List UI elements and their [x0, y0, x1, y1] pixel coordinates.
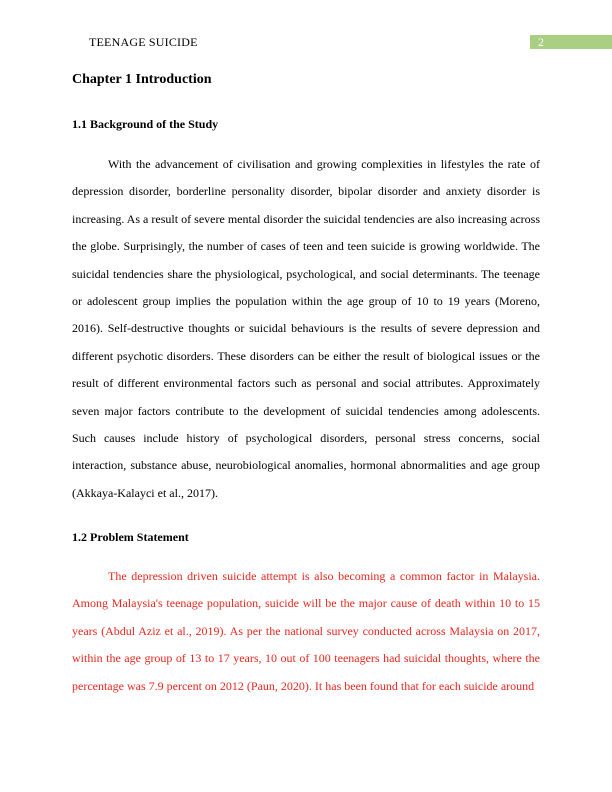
section-heading-background: 1.1 Background of the Study	[72, 117, 219, 131]
section-body-background: With the advancement of civilisation and growing complexities in lifestyles the rate of depression disorder, borderline personality disorder, bipolar disorder and anxiety disorder is increasing. As a result of severe mental disorder the suicidal tendencies are also increasing across the globe. Surprisingly, the number of cases of teen and teen suicide is growing worldwide. The suicidal tendencies share the physiological, psychological, and social determinants. The teenage or adolescent group implies the population within the age group of 10 to 19 years (Moreno, 2016). Self-destructive thoughts or suicidal behaviours is the results of severe depression and different psychotic disorders. These disorders can be either the result of biological issues or the result of different environmental factors such as personal and social attributes. Approximately seven major factors contribute to the development of suicidal tendencies among adolescents. Such causes include history of psychological disorders, personal stress concerns, social interaction, substance abuse, neurobiological anomalies, hormonal abnormalities and age group (Akkaya-Kalayci et al., 2017).	[72, 157, 540, 500]
page-number: 2	[530, 35, 612, 49]
running-head-title: TEENAGE SUICIDE	[89, 35, 198, 49]
section-body-problem-statement: The depression driven suicide attempt is also becoming a common factor in Malaysia. Among Malaysia's teenage population, suicide will be the major cause of death within 10 to 15 years (Abdul Aziz et al., 2019). As per the national survey conducted across Malaysia on 2017, within the age group of 13 to 17 years, 10 out of 100 teenagers had suicidal thoughts, where the percentage was 7.9 percent on 2012 (Paun, 2020). It has been found that for each suicide around	[72, 569, 540, 693]
section-heading-problem-statement: 1.2 Problem Statement	[72, 530, 189, 544]
chapter-title: Chapter 1 Introduction	[72, 72, 212, 87]
